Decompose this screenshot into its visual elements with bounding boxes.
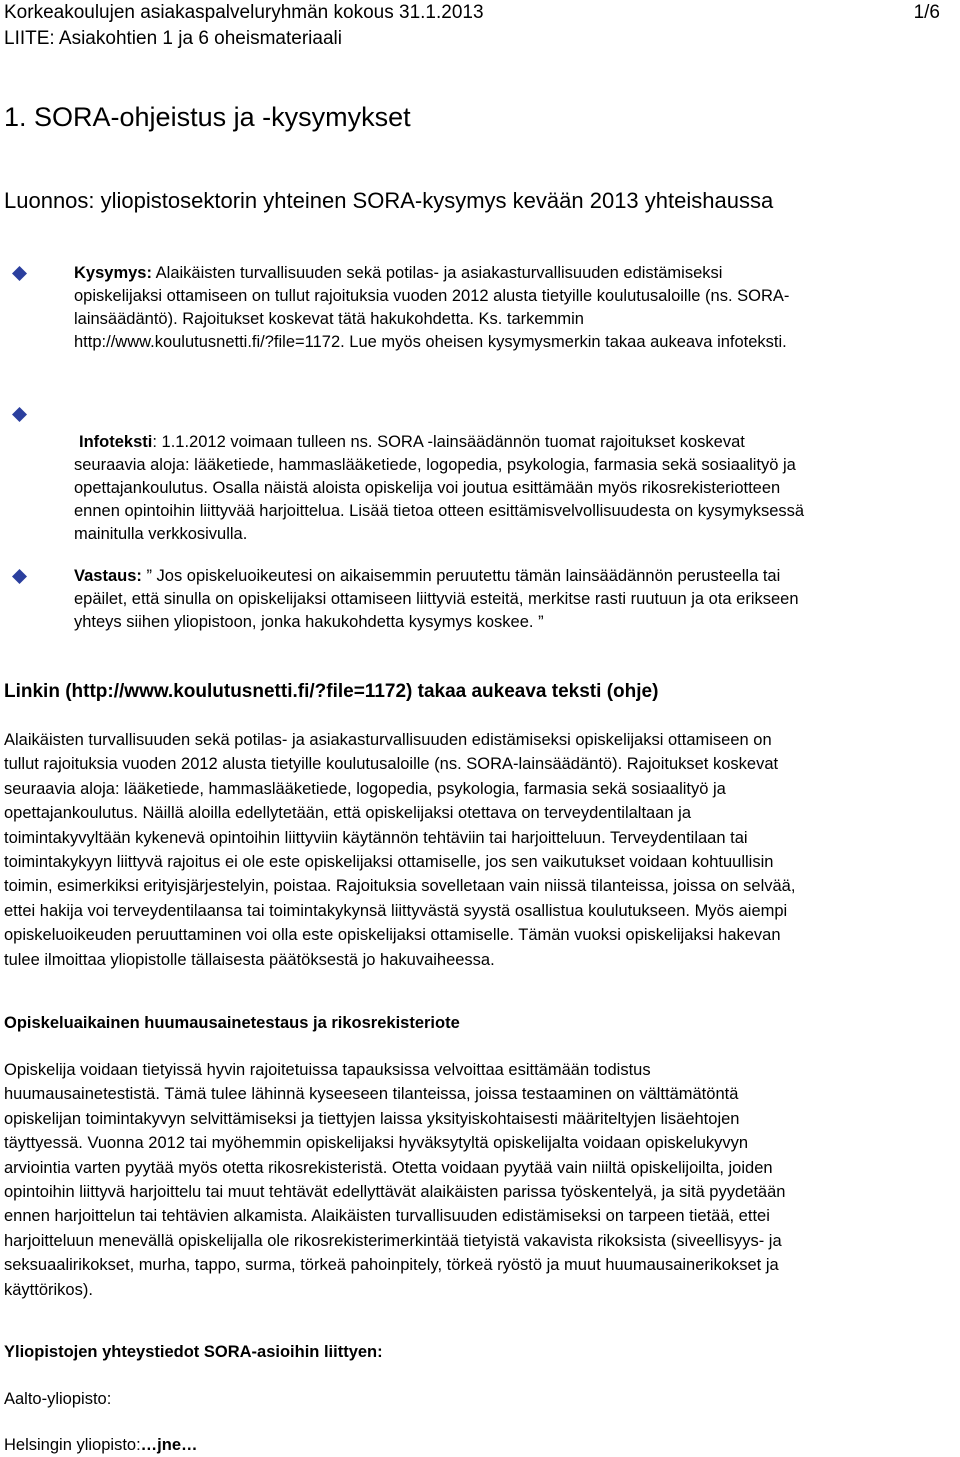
infoteksti-text	[74, 431, 954, 546]
ohje-line: tullut rajoituksia vuoden 2012 alusta tietyille koulutusaloille (ns. SORA-lainsäädäntö). Rajoitukset koskevat	[4, 755, 779, 774]
testaus-line: opintoihin liittyvä harjoittelu tai muut tehtävät edellyttävät alaikäisten parissa työskentelyä, ja sitä pyydetään	[4, 1183, 786, 1202]
testaus-line: arviointia varten pyytää myös otetta rikosrekisteristä. Otetta voidaan pyytää vain niiltä opiskelijoilta, joiden	[4, 1158, 773, 1177]
testaus-line: Opiskelija voidaan tietyissä hyvin rajoitetuissa tapauksissa velvoittaa esittämään todistus	[4, 1061, 651, 1079]
infoteksti-line-5: mainitulla verkkosivulla.	[74, 525, 248, 543]
infoteksti-line-2: seuraavia aloja: lääketiede, hammaslääketiede, logopedia, psykologia, farmasia sekä sosiaalityö ja	[74, 456, 796, 474]
ohje-line: toimintakykyyn liittyvä rajoitus ei ole este opiskelijaksi ottamiselle, jos sen vaikutukset voidaan kohtuullisin	[4, 853, 774, 872]
testaus-line: ennen harjoittelun tai tehtävien alkamista. Alaikäisten turvallisuuden edistämiseksi on tarpeen tietää, ettei	[4, 1207, 770, 1226]
ohje-line: Alaikäisten turvallisuuden sekä potilas- ja asiakasturvallisuuden edistämiseksi opiskelijaksi ottamiseen on	[4, 731, 772, 749]
page-title: 1. SORA-ohjeistus ja -kysymykset	[4, 102, 411, 132]
ohje-line: tulee ilmoittaa yliopistolle tällaisesta päätöksestä jo hakuvaiheessa.	[4, 950, 495, 969]
contacts-heading: Yliopistojen yhteystiedot SORA-asioihin liittyen:	[4, 1343, 383, 1361]
page-number: 1/6	[913, 2, 940, 23]
testaus-line: opiskelijan toimintakyvyn selvittämiseksi ja tiettyjen laissa yksityiskohtaisesti määriteltyjen lisäehtojen	[4, 1109, 740, 1128]
testaus-line: seksuaalirikokset, murha, tappo, surma, törkeä pahoinpitely, törkeä ryöstö ja muut huumausainerikokset ja	[4, 1256, 779, 1275]
helsinki-contact-text: Helsingin yliopisto:…jne…	[4, 1436, 198, 1454]
kysymys-line-2: opiskelijaksi ottamiseen on tullut rajoituksia vuoden 2012 alusta tietyille koulutusaloille (ns. SORA-	[74, 287, 790, 305]
diamond-bullet-icon	[12, 407, 27, 422]
link-heading: Linkin (http://www.koulutusnetti.fi/?file=1172) takaa aukeava teksti (ohje)	[4, 681, 659, 702]
kysymys-line-4: http://www.koulutusnetti.fi/?file=1172. Lue myös oheisen kysymysmerkin takaa aukeava infoteksti.	[74, 333, 787, 351]
infoteksti-line-4: ennen opintoihin liittyvää harjoittelua. Lisää tietoa otteen esittämisvelvollisuudesta on kysymyksessä	[74, 502, 805, 520]
page-subtitle: Luonnos: yliopistosektorin yhteinen SORA-kysymys kevään 2013 yhteishaussa	[4, 188, 774, 213]
ohje-paragraph	[4, 728, 956, 972]
kysymys-line-3: lainsäädäntö). Rajoitukset koskevat tätä hakukohdetta. Ks. tarkemmin	[74, 310, 584, 328]
infoteksti-label: Infoteksti	[79, 433, 153, 451]
ohje-line: opettajankoulutus. Näillä aloilla edellytetään, että opiskelijaksi otettava on terveydentilaltaan ja	[4, 804, 692, 823]
testaus-line: huumausainetestistä. Tämä tulee lähinnä kyseeseen tilanteissa, joissa testaaminen on välttämätöntä	[4, 1085, 739, 1104]
ohje-line: opiskeluoikeuden peruuttaminen voi olla este opiskelijaksi ottamiselle. Tämän vuoksi opiskelijaksi hakevan	[4, 926, 781, 945]
vastaus-line-1: Vastaus: ” Jos opiskeluoikeutesi on aikaisemmin peruutettu tämän lainsäädännön perusteella tai	[74, 567, 781, 585]
kysymys-label: Kysymys:	[74, 264, 152, 282]
ohje-line: ettei hakija voi terveydentilaansa tai toimintakykynsä liittyvästä syystä osallistua koulutukseen. Myös aiempi	[4, 901, 788, 920]
header-line-1: Korkeakoulujen asiakaspalveluryhmän kokous 31.1.2013	[4, 2, 484, 23]
ohje-line: seuraavia aloja: lääketiede, hammaslääketiede, logopedia, psykologia, farmasia sekä sosiaalityö ja	[4, 779, 726, 798]
ohje-line: toimintakyvyltään kykenevä opintoihin liittyviin käytännön tehtäviin tai harjoitteluun. Terveydentilaan tai	[4, 828, 748, 847]
ohje-line: toimin, esimerkiksi erityisjärjestelyin, poistaa. Rajoituksia sovelletaan vain niissä tilanteissa, joissa on selvää,	[4, 877, 796, 896]
vastaus-line-3: yhteys siihen yliopistoon, jonka hakukohdetta kysymys koskee. ”	[74, 613, 544, 631]
kysymys-line-1: Kysymys: Alaikäisten turvallisuuden sekä potilas- ja asiakasturvallisuuden edistämiseksi	[74, 264, 723, 282]
vastaus-text	[74, 565, 954, 634]
vastaus-line-2: epäilet, että sinulla on opiskelijaksi ottamiseen liittyviä esteitä, merkitse rasti ruutuun ja ota erikseen	[74, 590, 799, 608]
testaus-line: käyttörikos).	[4, 1280, 93, 1299]
diamond-bullet-icon	[12, 569, 27, 584]
kysymys-text	[74, 262, 954, 354]
testaus-line: harjoitteluun menevällä opiskelijalla ole rikosrekisterimerkintää tietyistä vakavista rikoksista (siveellisyys- ja	[4, 1231, 782, 1250]
aalto-contact: Aalto-yliopisto:	[4, 1390, 112, 1408]
header-line-2: LIITE: Asiakohtien 1 ja 6 oheismateriaali	[4, 28, 342, 49]
testaus-heading: Opiskeluaikainen huumausainetestaus ja rikosrekisteriote	[4, 1014, 460, 1032]
infoteksti-line-3: opettajankoulutus. Osalla näistä aloista opiskelija voi joutua esittämään myös rikosrekisteriotteen	[74, 479, 781, 497]
testaus-line: täyttyessä. Vuonna 2012 tai myöhemmin opiskelijaksi hyväksytyltä opiskelijalta voidaan opiskelukyvyn	[4, 1134, 749, 1153]
vastaus-label: Vastaus:	[74, 567, 142, 585]
testaus-paragraph	[4, 1058, 956, 1302]
helsinki-contact	[4, 1434, 198, 1456]
diamond-bullet-icon	[12, 266, 27, 281]
infoteksti-line-1: Infoteksti: 1.1.2012 voimaan tulleen ns. SORA -lainsäädännön tuomat rajoitukset koskevat	[79, 433, 745, 451]
